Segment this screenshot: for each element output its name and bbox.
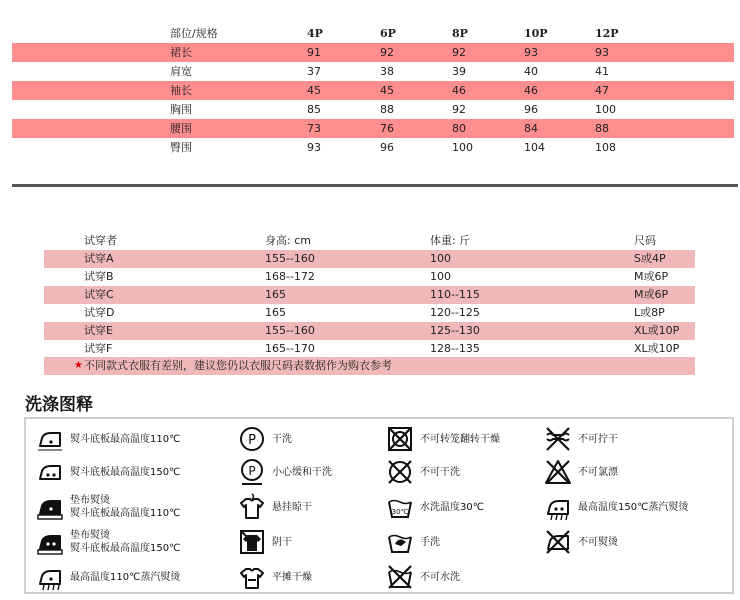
no-iron-icon (544, 528, 572, 556)
size-cell: 92 (452, 46, 466, 59)
size-cell: 84 (524, 122, 538, 135)
size-cell: 45 (380, 84, 394, 97)
care-label-line: 熨斗底板最高温度110℃ (70, 508, 181, 519)
care-label (420, 528, 440, 556)
size-row-label: 腰围 (170, 122, 192, 135)
care-label-line: 干洗 (272, 433, 292, 445)
care-label (272, 458, 332, 486)
care-label-line: 熨斗底板最高温度110℃ (70, 433, 181, 445)
size-cell: 96 (524, 103, 538, 116)
svg-text:P: P (248, 433, 256, 448)
size-header-cell: 6P (380, 27, 396, 40)
try-on-cell: 试穿B (84, 270, 114, 283)
care-label (70, 425, 180, 453)
try-on-row (44, 250, 695, 268)
care-label (70, 458, 180, 486)
no-wring-icon (544, 425, 572, 453)
size-cell: 38 (380, 65, 394, 78)
wash-30-icon (386, 493, 414, 521)
care-label-line: 不可干洗 (420, 466, 460, 478)
size-cell: 45 (307, 84, 321, 97)
try-on-cell: 120--125 (430, 306, 480, 319)
care-label-line: 垫布熨烫 (70, 530, 110, 541)
size-cell: 46 (524, 84, 538, 97)
gentle-dry-clean-icon (238, 458, 266, 486)
size-header-cell: 4P (307, 27, 323, 40)
try-on-header-cell: 体重: 斤 (430, 234, 471, 247)
try-on-cell: 试穿D (84, 306, 115, 319)
size-cell: 93 (595, 46, 609, 59)
size-cell: 85 (307, 103, 321, 116)
steam-iron-110-icon (36, 563, 64, 591)
try-on-cell: 155--160 (265, 324, 315, 337)
try-on-cell: 128--135 (430, 342, 480, 355)
try-on-cell: 100 (430, 270, 451, 283)
iron-150-icon (36, 458, 64, 486)
size-cell: 73 (307, 122, 321, 135)
care-legend (24, 417, 734, 594)
size-table (12, 24, 734, 157)
try-on-header (44, 232, 695, 250)
try-on-note (44, 357, 695, 375)
care-label (578, 425, 618, 453)
try-on-cell: 165--170 (265, 342, 315, 355)
try-on-row (44, 340, 695, 358)
no-bleach-icon (544, 458, 572, 486)
care-label-line: 阴干 (272, 536, 292, 548)
try-on-header-cell: 身高: cm (265, 234, 311, 247)
try-on-cell: 试穿C (84, 288, 114, 301)
try-on-cell: 125--130 (430, 324, 480, 337)
try-on-row (44, 268, 695, 286)
care-label (272, 493, 312, 521)
size-cell: 93 (307, 141, 321, 154)
try-on-cell: 试穿A (84, 252, 114, 265)
care-label-line: 不可氯漂 (578, 466, 618, 478)
care-label-line: 熨斗底板最高温度150℃ (70, 466, 181, 478)
size-header-cell: 8P (452, 27, 468, 40)
care-label-line: 最高温度110℃蒸汽熨烫 (70, 571, 181, 583)
note-star: ★ (74, 360, 83, 371)
size-cell: 76 (380, 122, 394, 135)
no-dry-clean-icon (386, 458, 414, 486)
dry-clean-icon (238, 425, 266, 453)
no-tumble-dry-icon (386, 425, 414, 453)
care-label (420, 493, 484, 521)
size-cell: 104 (524, 141, 545, 154)
try-on-cell: M或6P (634, 288, 669, 301)
try-on-cell: 110--115 (430, 288, 480, 301)
size-cell: 39 (452, 65, 466, 78)
note-text: 不同款式衣服有差别，建议您仍以衣服尺码表数据作为购衣参考 (84, 359, 392, 372)
size-row-label: 袖长 (170, 84, 192, 97)
section-divider (12, 184, 738, 187)
care-label (70, 493, 180, 521)
try-on-cell: S或4P (634, 252, 666, 265)
try-on-cell: XL或10P (634, 324, 680, 337)
care-label-line: 不可水洗 (420, 571, 460, 583)
shade-dry-icon (238, 528, 266, 556)
care-label-line: 最高温度150℃蒸汽熨烫 (578, 501, 689, 513)
cloth-iron-150-icon (36, 528, 64, 556)
care-label-line: 不可转笼翻转干燥 (420, 433, 500, 445)
try-on-cell: 试穿F (84, 342, 113, 355)
care-label (578, 458, 618, 486)
care-label (272, 425, 292, 453)
size-cell: 91 (307, 46, 321, 59)
size-row-label: 裙长 (170, 46, 192, 59)
hand-wash-icon (386, 528, 414, 556)
svg-text:P: P (248, 464, 256, 478)
try-on-header-cell: 试穿者 (84, 234, 117, 247)
try-on-cell: 168--172 (265, 270, 315, 283)
try-on-cell: M或6P (634, 270, 669, 283)
no-wash-icon (386, 563, 414, 591)
try-on-cell: 165 (265, 288, 286, 301)
care-label-line: 小心缓和干洗 (272, 466, 332, 478)
size-table-row (12, 138, 734, 157)
size-table-row (12, 100, 734, 119)
hang-dry-icon (238, 493, 266, 521)
size-cell: 88 (380, 103, 394, 116)
care-label-line: 垫布熨烫 (70, 495, 110, 506)
size-header-cell: 10P (524, 27, 548, 40)
cloth-iron-110-icon (36, 493, 64, 521)
care-label (70, 563, 180, 591)
care-label (272, 563, 312, 591)
size-cell: 96 (380, 141, 394, 154)
care-label-line: 平摊干燥 (272, 571, 312, 583)
svg-text:30℃: 30℃ (391, 508, 409, 516)
steam-iron-150-icon (544, 493, 572, 521)
try-on-row (44, 304, 695, 322)
care-label-line: 不可拧干 (578, 433, 618, 445)
try-on-cell: 165 (265, 306, 286, 319)
size-row-label: 臀围 (170, 141, 192, 154)
size-cell: 92 (380, 46, 394, 59)
size-header-cell: 12P (595, 27, 619, 40)
size-cell: 41 (595, 65, 609, 78)
size-cell: 100 (595, 103, 616, 116)
care-label (70, 528, 180, 556)
size-table-header (12, 24, 734, 43)
try-on-cell: 155--160 (265, 252, 315, 265)
care-label-line: 不可熨烫 (578, 536, 618, 548)
try-on-cell: XL或10P (634, 342, 680, 355)
size-table-row (12, 119, 734, 138)
care-label (420, 563, 460, 591)
size-table-row (12, 43, 734, 62)
try-on-table (44, 232, 695, 358)
size-table-row (12, 62, 734, 81)
care-title: 洗涤图释 (25, 395, 93, 415)
size-cell: 92 (452, 103, 466, 116)
size-cell: 108 (595, 141, 616, 154)
size-row-label: 肩宽 (170, 65, 192, 78)
size-cell: 37 (307, 65, 321, 78)
iron-110-icon (36, 425, 64, 453)
size-cell: 88 (595, 122, 609, 135)
size-cell: 93 (524, 46, 538, 59)
size-header-cell: 部位/规格 (170, 27, 218, 40)
care-label (578, 493, 688, 521)
flat-dry-icon (238, 563, 266, 591)
care-label (272, 528, 292, 556)
size-cell: 40 (524, 65, 538, 78)
care-label-line: 手洗 (420, 536, 440, 548)
size-cell: 80 (452, 122, 466, 135)
size-row-label: 胸围 (170, 103, 192, 116)
try-on-row (44, 286, 695, 304)
size-cell: 100 (452, 141, 473, 154)
try-on-cell: 100 (430, 252, 451, 265)
care-label (420, 458, 460, 486)
try-on-row (44, 322, 695, 340)
try-on-cell: 试穿E (84, 324, 113, 337)
care-label-line: 水洗温度30℃ (420, 501, 484, 513)
size-table-row (12, 81, 734, 100)
size-cell: 47 (595, 84, 609, 97)
size-cell: 46 (452, 84, 466, 97)
care-label (578, 528, 618, 556)
care-label-line: 熨斗底板最高温度150℃ (70, 543, 181, 554)
try-on-cell: L或8P (634, 306, 665, 319)
care-label-line: 悬挂晾干 (272, 501, 312, 513)
try-on-header-cell: 尺码 (634, 234, 656, 247)
care-label (420, 425, 500, 453)
